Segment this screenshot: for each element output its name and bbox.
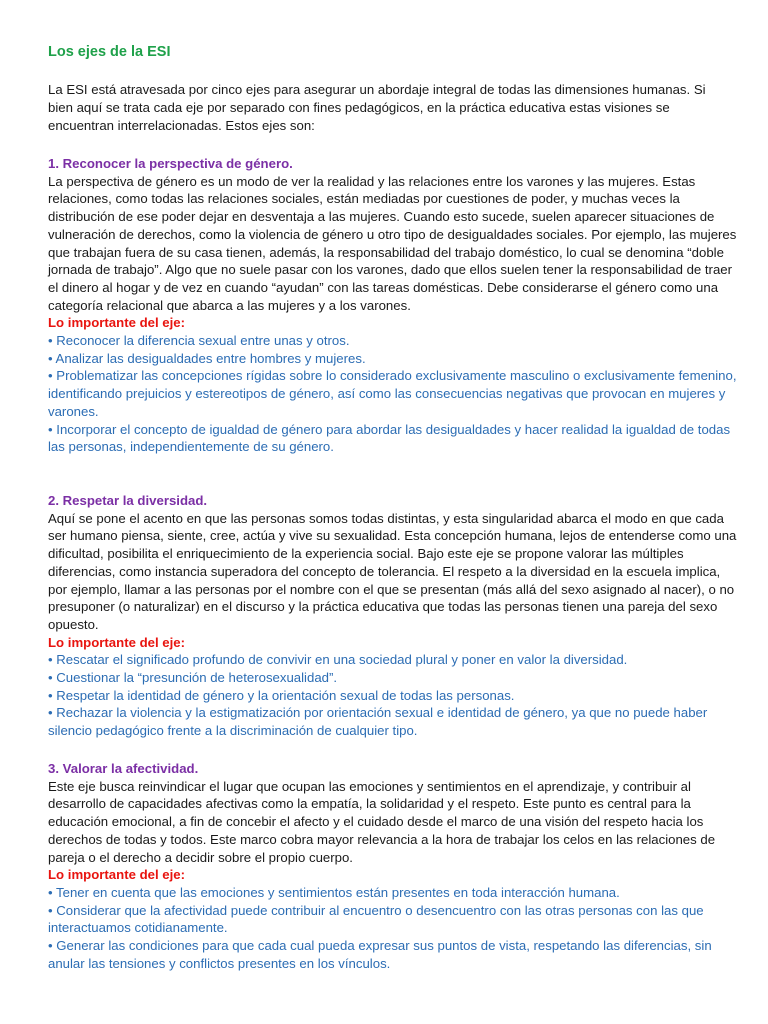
important-label: Lo importante del eje:: [48, 867, 186, 883]
section-body: Este eje busca reinvindicar el lugar que ocupan las emociones y sentimientos en el aprendizaje, y contribuir al desarrollo de capacidades afectivas como la empatía, la solidaridad y el respeto. Este punto es central para la educación emocional, a fin de concebir el afecto y el cuidado desde el marco de una visión del respeto hacia los derechos de todas y todos. Este marco cobra mayor relevancia a la hora de trabajar los celos en las relaciones de pareja o el derecho a decidir sobre el propio cuerpo.: [48, 778, 716, 865]
section-gender-perspective: [48, 155, 738, 456]
bullet-item: • Tener en cuenta que las emociones y sentimientos están presentes en toda interacción humana.: [48, 884, 620, 900]
bullet-item: • Analizar las desigualdades entre hombres y mujeres.: [48, 350, 366, 366]
bullet-item: • Reconocer la diferencia sexual entre unas y otros.: [48, 333, 350, 349]
bullet-item: • Cuestionar la “presunción de heterosexualidad”.: [48, 670, 338, 686]
section-heading: 2. Respetar la diversidad.: [48, 493, 208, 508]
bullet-item: • Generar las condiciones para que cada cual pueda expresar sus puntos de vista, respetando las diferencias, sin anular las tensiones y conflictos presentes en los vínculos.: [48, 938, 712, 971]
section-affectivity: [48, 760, 738, 972]
bullet-list: [48, 651, 738, 740]
section-diversity: [48, 492, 738, 740]
bullet-item: • Respetar la identidad de género y la orientación sexual de todas las personas.: [48, 687, 515, 703]
important-label: Lo importante del eje:: [48, 634, 186, 650]
intro-paragraph: La ESI está atravesada por cinco ejes para asegurar un abordaje integral de todas las dimensiones humanas. Si bien aquí se trata cada eje por separado con fines pedagógicos, en la práctica educativa estas visiones se encuentran interrelacionadas. Estos ejes son:: [48, 82, 706, 133]
bullet-item: • Considerar que la afectividad puede contribuir al encuentro o desencuentro con las otras personas con las que interactuamos cotidianamente.: [48, 902, 704, 936]
important-label: Lo importante del eje:: [48, 315, 186, 331]
bullet-item: • Rescatar el significado profundo de convivir en una sociedad plural y poner en valor la diversidad.: [48, 652, 628, 668]
bullet-item: • Problematizar las concepciones rígidas sobre lo considerado exclusivamente masculino o exclusivamente femenino, identificando prejuicios y estereotipos de género, así como las consecuencias negativas que provocan en mujeres y varones.: [48, 368, 737, 419]
bullet-list: [48, 332, 738, 456]
bullet-item: • Incorporar el concepto de igualdad de género para abordar las desigualdades y hacer realidad la igualdad de todas las personas, independientemente de su género.: [48, 421, 731, 455]
section-heading: 3. Valorar la afectividad.: [48, 761, 199, 776]
document-title: Los ejes de la ESI: [48, 44, 171, 60]
bullet-item: • Rechazar la violencia y la estigmatización por orientación sexual e identidad de género, ya que no puede haber silencio pedagógico frente a la discriminación de cualquier tipo.: [48, 705, 708, 739]
section-body: Aquí se pone el acento en que las personas somos todas distintas, y esta singularidad abarca el modo en que cada ser humano piensa, siente, cree, actúa y vive su sexualidad. Esta concepción humana, lejos de entenderse como una dificultad, posibilita el enriquecimiento de la experiencia social. Bajo este eje se propone valorar las múltiples diferencias, como instancia superadora del concepto de tolerancia. El respeto a la diversidad en la escuela implica, por ejemplo, llamar a las personas por el nombre con el que se presentan (más allá del sexo asignado al nacer), o no presuponer (o naturalizar) en el discurso y la práctica educativa que todas las personas tienen una pareja del sexo opuesto.: [48, 510, 737, 632]
section-body: La perspectiva de género es un modo de ver la realidad y las relaciones entre los varones y las mujeres. Estas relaciones, como todas las relaciones sociales, están mediadas por cuestiones de poder, y muchas veces la distribución de ese poder dejar en desventaja a las mujeres. Cuando esto sucede, suelen aparecer situaciones de vulneración de derechos, como la violencia de género u otro tipo de desigualdades sociales. Por ejemplo, las mujeres que trabajan fuera de su casa tienen, además, la responsabilidad del trabajo doméstico, lo cual se denomina “doble jornada de trabajo”. Algo que no suele pasar con los varones, dado que ellos suelen tener la responsabilidad de traer el dinero al hogar y de vez en cuando “ayudan” con las tareas domésticas. Debe considerarse el género como una categoría relacional que abarca a las mujeres y a los varones.: [48, 173, 737, 313]
section-heading: 1. Reconocer la perspectiva de género.: [48, 156, 293, 171]
bullet-list: [48, 884, 738, 973]
